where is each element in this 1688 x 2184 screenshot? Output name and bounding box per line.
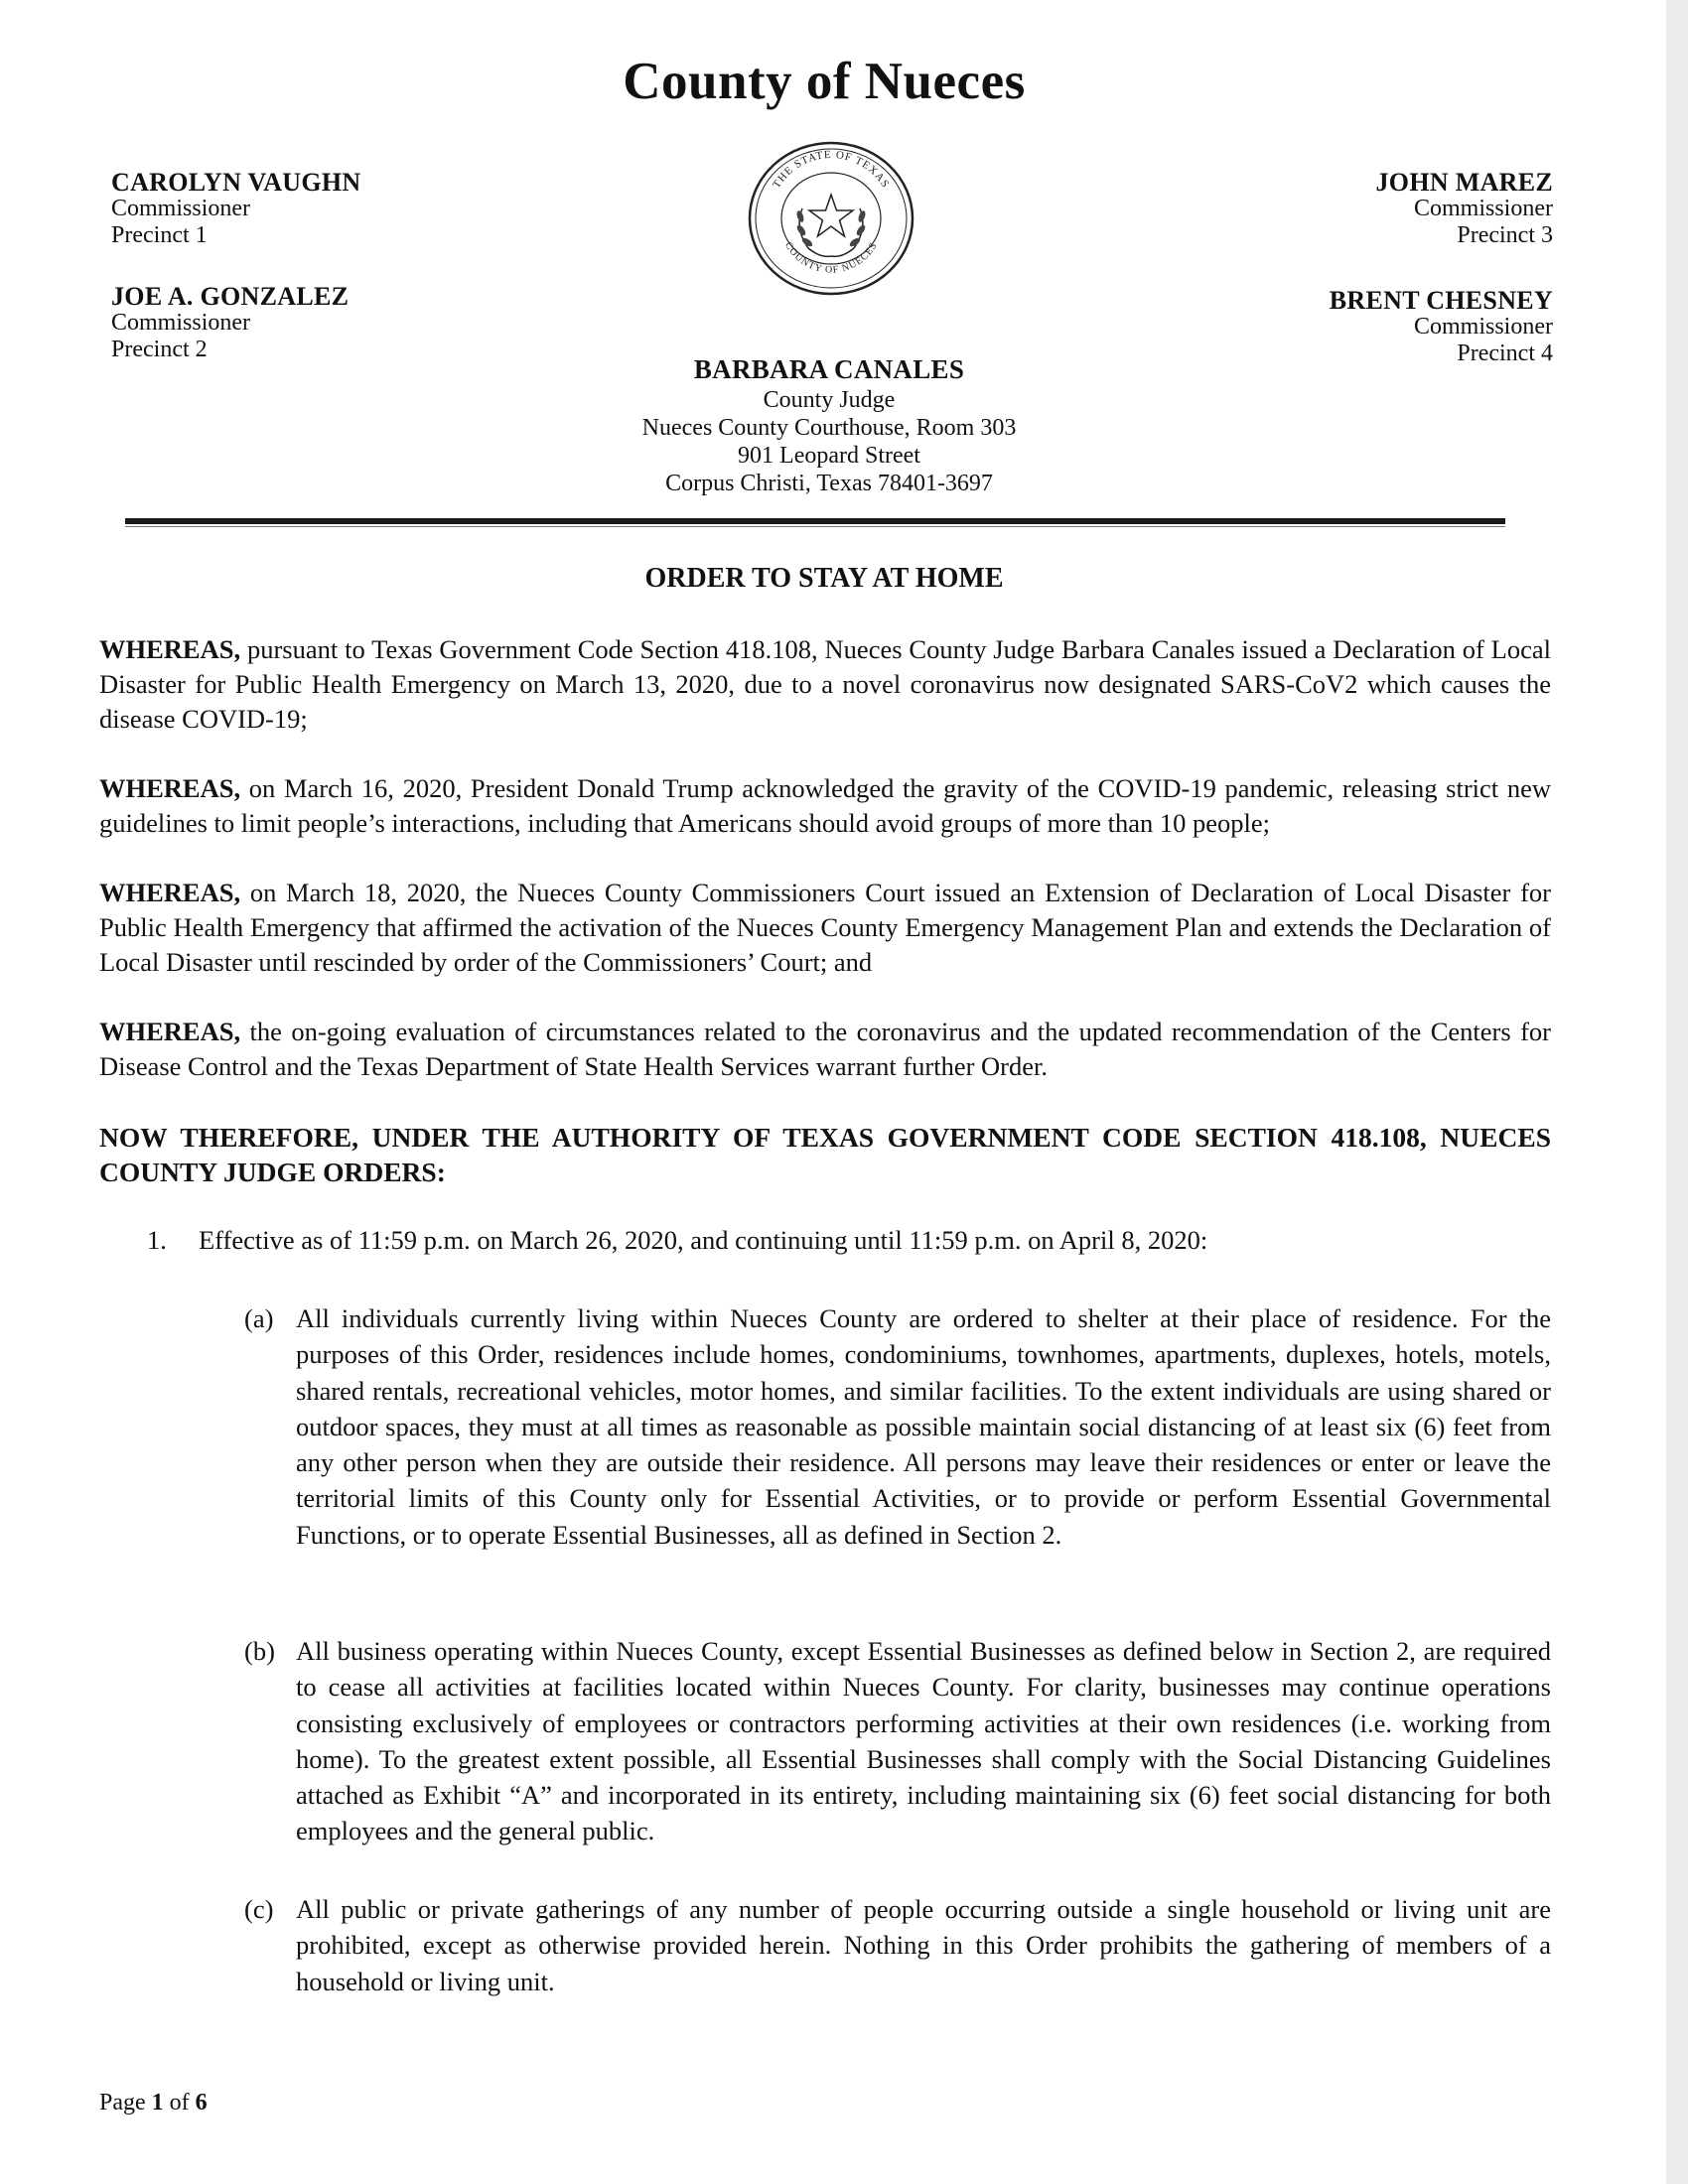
judge-address-line-2: 901 Leopard Street — [738, 443, 920, 469]
commissioner-name: BRENT CHESNEY — [1329, 286, 1553, 315]
commissioner-precinct-4 — [1330, 287, 1553, 367]
subitem-label: (c) — [244, 1894, 274, 1924]
whereas-paragraph — [99, 771, 1551, 841]
header-divider-thin — [125, 526, 1505, 527]
judge-title: County Judge — [763, 387, 896, 413]
commissioner-precinct-1 — [111, 169, 361, 249]
page-number — [99, 2090, 208, 2116]
judge-address-line-3: Corpus Christi, Texas 78401-3697 — [665, 471, 993, 496]
svg-text:COUNTY OF NUECES — [782, 240, 880, 276]
subitem-label: (b) — [244, 1636, 275, 1666]
header-divider — [125, 518, 1505, 524]
whereas-paragraph — [99, 632, 1551, 737]
whereas-text: the on-going evaluation of circumstances related to the coronavirus and the updated recommendation of the Centers for Disease Control and the Texas Department of State Health Services warrant further Order. — [99, 1017, 1551, 1081]
commissioner-name: JOE A. GONZALEZ — [111, 282, 350, 311]
item-number: 1. — [147, 1225, 167, 1255]
commissioner-title: Commissioner — [111, 310, 251, 336]
commissioner-title: Commissioner — [111, 196, 251, 221]
scan-edge — [1666, 0, 1688, 2184]
seal-text-top: THE STATE OF TEXAS — [771, 148, 892, 191]
order-item-1 — [147, 1223, 1537, 1258]
page-total: 6 — [195, 2090, 208, 2116]
whereas-label: WHEREAS, — [99, 773, 241, 803]
page-current: 1 — [151, 2090, 164, 2116]
subitem-text: All individuals currently living within Nueces County are ordered to shelter at their place of residence. For the purposes of this Order, residences include homes, condominiums, townhomes, apartments, duplexes, hotels, motels, shared rentals, recreational vehicles, motor homes, and similar facilities. To the extent individuals are using shared or outdoor spaces, they must at all times as reasonable as possible maintain social distancing of at least six (6) feet from any other person when they are outside their residence. All persons may leave their residences or enter or leave the territorial limits of this County only for Essential Activities, or to provide or perform Essential Governmental Functions, or to operate Essential Businesses, all as defined in Section 2. — [296, 1303, 1551, 1550]
whereas-text: on March 16, 2020, President Donald Trump acknowledged the gravity of the COVID-19 pandemic, releasing strict new guidelines to limit people’s interactions, including that Americans should avoid groups of more than 10 people; — [99, 773, 1551, 838]
commissioner-precinct: Precinct 4 — [1457, 341, 1553, 366]
whereas-label: WHEREAS, — [99, 634, 241, 664]
whereas-label: WHEREAS, — [99, 878, 241, 907]
subitem-b — [244, 1633, 1551, 1849]
whereas-paragraph — [99, 1015, 1551, 1084]
commissioner-precinct: Precinct 1 — [111, 222, 208, 248]
now-therefore-clause: NOW THEREFORE, UNDER THE AUTHORITY OF TEXAS GOVERNMENT CODE SECTION 418.108, NUECES COUNTY JUDGE ORDERS: — [99, 1122, 1551, 1187]
page-of-label: of — [169, 2090, 190, 2116]
whereas-label: WHEREAS, — [99, 1017, 241, 1046]
county-judge-block — [556, 352, 1102, 497]
whereas-text: on March 18, 2020, the Nueces County Commissioners Court issued an Extension of Declaration of Local Disaster for Public Health Emergency that affirmed the activation of the Nueces County Emergency Management Plan and extends the Declaration of Local Disaster until rescinded by order of the Commissioners’ Court; and — [99, 878, 1551, 977]
county-title: County of Nueces — [623, 53, 1026, 110]
commissioner-precinct: Precinct 3 — [1457, 222, 1553, 248]
item-text: Effective as of 11:59 p.m. on March 26, 2020, and continuing until 11:59 p.m. on April 8, 2020: — [199, 1225, 1208, 1255]
commissioner-precinct-3 — [1376, 169, 1554, 249]
subitem-text: All public or private gatherings of any number of people occurring outside a single household or living unit are prohibited, except as otherwise provided herein. Nothing in this Order prohibits the gathering of members of a household or living unit. — [296, 1894, 1551, 1996]
commissioner-title: Commissioner — [1413, 314, 1553, 340]
page-label: Page — [99, 2090, 146, 2116]
whereas-text: pursuant to Texas Government Code Section 418.108, Nueces County Judge Barbara Canales issued a Declaration of Local Disaster for Public Health Emergency on March 13, 2020, due to a novel coronavirus now designated SARS-CoV2 which causes the disease COVID-19; — [99, 634, 1551, 734]
commissioner-title: Commissioner — [1413, 196, 1553, 221]
subitem-a — [244, 1300, 1551, 1553]
commissioner-precinct-2 — [111, 283, 349, 363]
commissioner-name: CAROLYN VAUGHN — [111, 168, 361, 197]
commissioner-precinct: Precinct 2 — [111, 337, 208, 362]
seal-text-bottom: COUNTY OF NUECES — [781, 240, 880, 276]
judge-name: BARBARA CANALES — [693, 354, 965, 384]
judge-address-line-1: Nueces County Courthouse, Room 303 — [641, 415, 1017, 441]
commissioner-name: JOHN MAREZ — [1375, 168, 1553, 197]
subitem-text: All business operating within Nueces County, except Essential Businesses as defined below in Section 2, are required to cease all activities at facilities located within Nueces County. For clarity, businesses may continue operations consisting exclusively of employees or contractors performing activities at their own residences (i.e. working from home). To the greatest extent possible, all Essential Businesses shall comply with the Social Distancing Guidelines attached as Exhibit “A” and incorporated in its entirety, including maintaining six (6) feet social distancing for both employees and the general public. — [296, 1636, 1551, 1846]
whereas-paragraph — [99, 876, 1551, 980]
order-heading: ORDER TO STAY AT HOME — [644, 563, 1004, 594]
county-seal-icon — [743, 139, 919, 298]
subitem-c — [244, 1891, 1551, 1999]
subitem-label: (a) — [244, 1303, 274, 1333]
